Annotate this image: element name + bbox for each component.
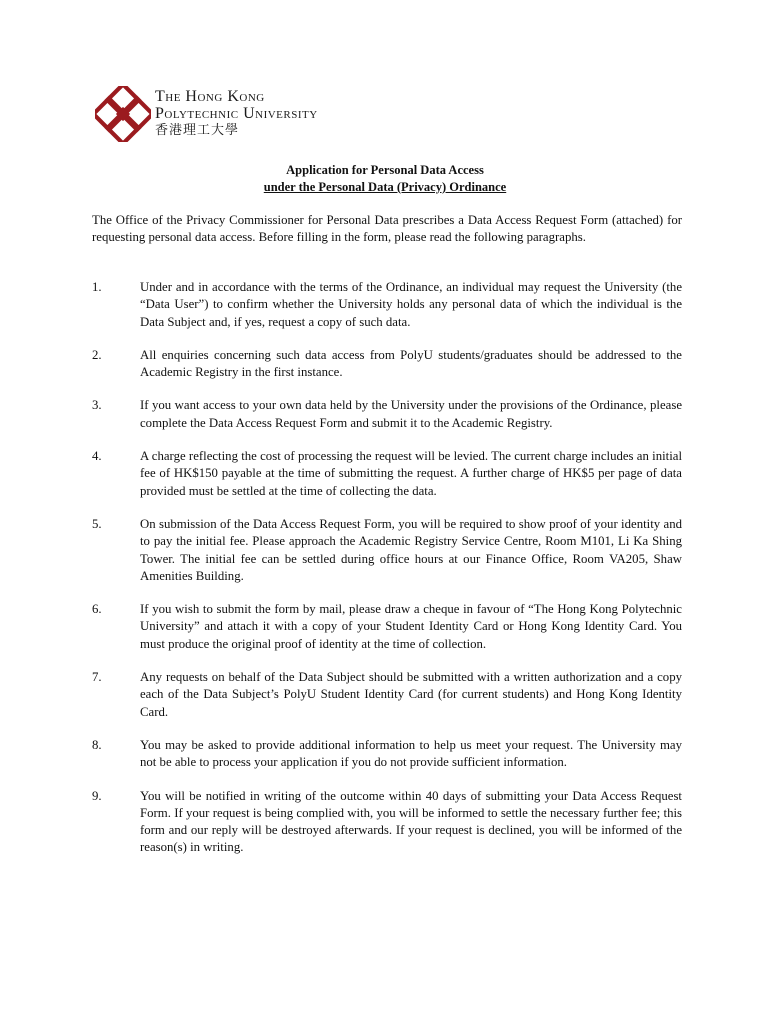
- intro-paragraph: The Office of the Privacy Commissioner for Personal Data prescribes a Data Access Request Form (attached) for requesting personal data access. Before filling in the form, please read the following paragraphs.: [92, 213, 682, 245]
- item-text: Under and in accordance with the terms of the Ordinance, an individual may request the University (the “Data User”) to confirm whether the University holds any personal data of which the individual is the Data Subject and, if yes, request a copy of such data.: [140, 280, 682, 329]
- list-item: [92, 737, 682, 772]
- university-name-chinese: 香港理工大學: [155, 123, 240, 138]
- university-name-line1: The Hong Kong: [155, 88, 265, 105]
- item-number: 1.: [92, 280, 102, 294]
- item-number: 8.: [92, 737, 102, 752]
- item-text: If you want access to your own data held by the University under the provisions of the Ordinance, please complete the Data Access Request Form and submit it to the Academic Registry.: [140, 398, 682, 430]
- item-number: 6.: [92, 602, 102, 617]
- item-text: All enquiries concerning such data access from PolyU students/graduates should be addressed to the Academic Registry in the first instance.: [140, 347, 682, 380]
- numbered-list: [92, 279, 682, 857]
- item-text: A charge reflecting the cost of processing the request will be levied. The current charge includes an initial fee of HK$150 payable at the time of submitting the request. A further charge of HK$5 per page of data provided must be settled at the time of collecting the data.: [140, 449, 682, 498]
- list-item: [92, 347, 682, 382]
- title-line-2: under the Personal Data (Privacy) Ordinance: [263, 180, 507, 194]
- title-line-1: Application for Personal Data Access: [286, 163, 484, 177]
- item-number: 9.: [92, 788, 102, 803]
- list-item: [92, 788, 682, 857]
- document-title: [0, 162, 770, 196]
- item-text: If you wish to submit the form by mail, please draw a cheque in favour of “The Hong Kong Polytechnic University” and attach it with a copy of your Student Identity Card or Hong Kong Identity Card. You must produce the original proof of identity at the time of collection.: [140, 602, 682, 651]
- item-number: 7.: [92, 670, 102, 685]
- university-logo: [95, 86, 415, 146]
- list-item: [92, 279, 682, 331]
- item-text: You may be asked to provide additional information to help us meet your request. The University may not be able to process your application if you do not provide sufficient information.: [140, 737, 682, 770]
- list-item: [92, 448, 682, 500]
- item-number: 4.: [92, 449, 102, 464]
- item-number: 5.: [92, 516, 102, 531]
- list-item: [92, 601, 682, 653]
- polyu-emblem-icon: [95, 86, 151, 142]
- item-text: You will be notified in writing of the outcome within 40 days of submitting your Data Access Request Form. If your request is being complied with, you will be informed to settle the necessary further fee; this form and our reply will be destroyed afterwards. If your request is declined, you will be informed of the reason(s) in writing.: [140, 788, 682, 855]
- list-item: [92, 397, 682, 432]
- list-item: [92, 669, 682, 721]
- logo-wordmark: [155, 88, 318, 140]
- list-item: [92, 516, 682, 585]
- item-text: On submission of the Data Access Request Form, you will be required to show proof of your identity and to pay the initial fee. Please approach the Academic Registry Service Centre, Room M101, Li Ka Shing Tower. The initial fee can be settled during office hours at our Finance Office, Room VA205, Shaw Amenities Building.: [140, 516, 682, 583]
- item-text: Any requests on behalf of the Data Subject should be submitted with a written authorization and a copy each of the Data Subject’s PolyU Student Identity Card (for current students) and Hong Kong Identity Card.: [140, 670, 682, 719]
- item-number: 2.: [92, 347, 102, 362]
- item-number: 3.: [92, 398, 102, 413]
- university-name-line2: Polytechnic University: [155, 105, 318, 122]
